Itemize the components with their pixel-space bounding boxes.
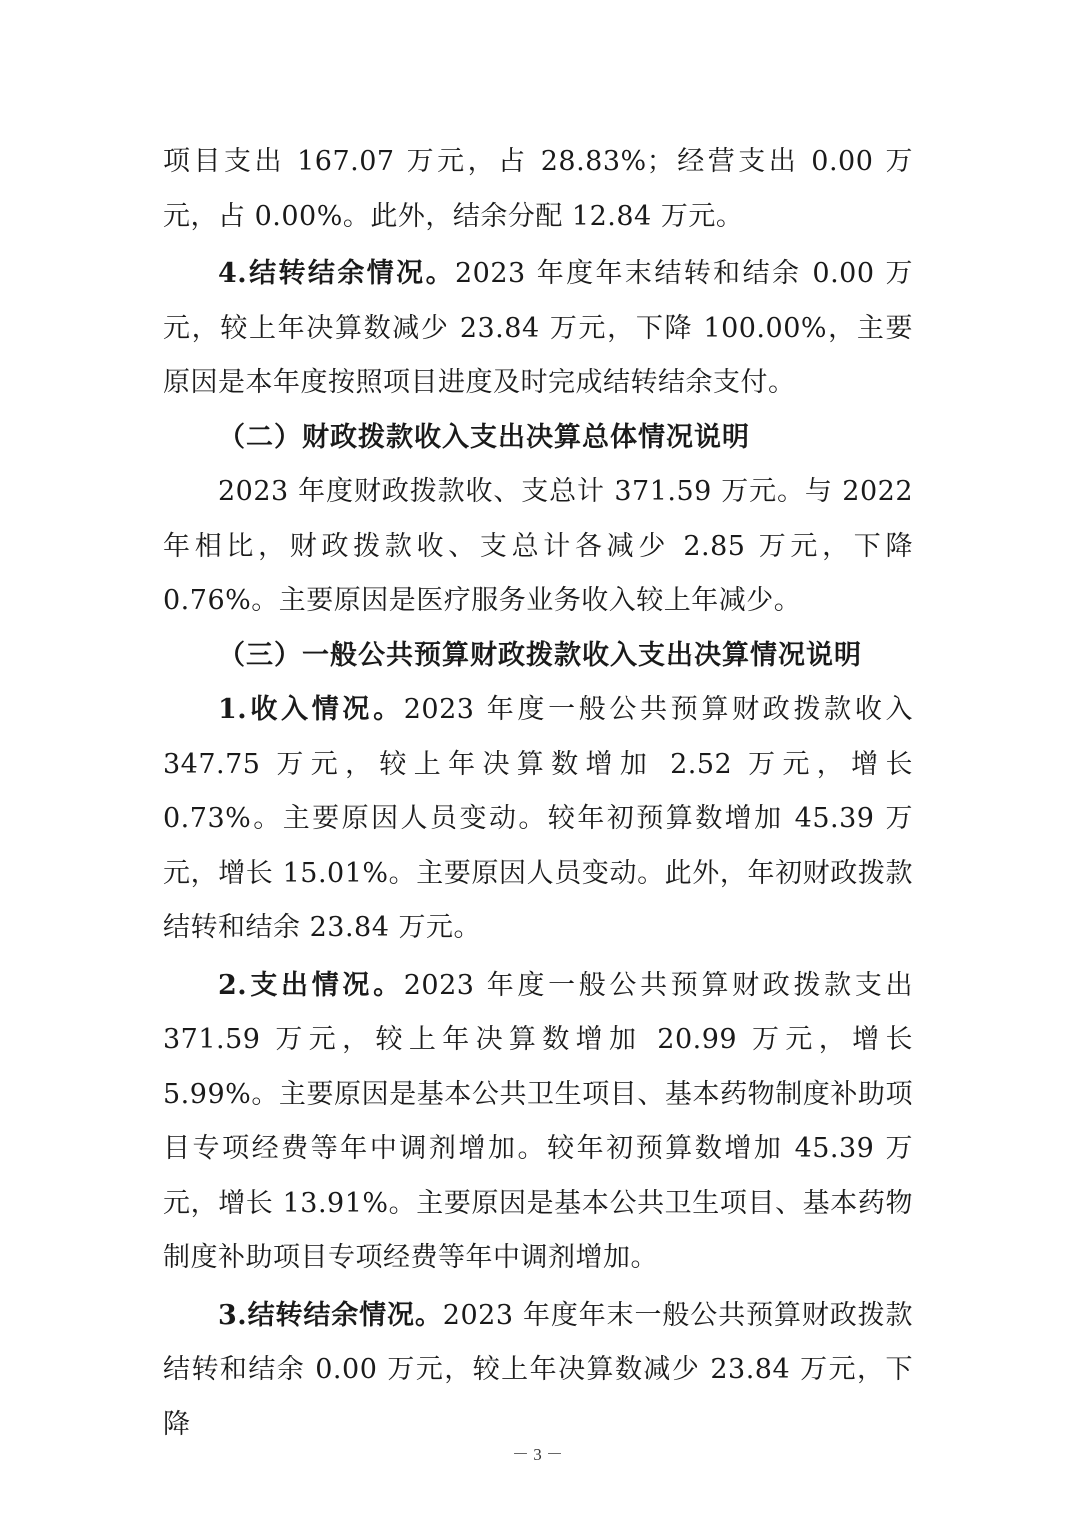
paragraph-lead: 1.收入情况。	[218, 694, 404, 725]
paragraph-text: 2023 年度一般公共预算财政拨款收入 347.75 万元，较上年决算数增加 2.52 万元，增长 0.73%。主要原因人员变动。较年初预算数增加 45.39 万元，增长 15.01%。主要原因人员变动。此外，年初财政拨款结转和结余 23.84 万元。	[163, 694, 914, 943]
paragraph-text: 2023 年度年末结转和结余 0.00 万元，较上年决算数减少 23.84 万元，下降 100.00%，主要原因是本年度按照项目进度及时完成结转结余支付。	[163, 258, 914, 398]
paragraph-project-expenditure: 项目支出 167.07 万元，占 28.83%；经营支出 0.00 万元，占 0.00%。此外，结余分配 12.84 万元。	[163, 146, 913, 232]
paragraph-lead: 3.结转结余情况。	[218, 1299, 443, 1331]
paragraph-text: 2023 年度一般公共预算财政拨款支出 371.59 万元，较上年决算数增加 20.99 万元，增长 5.99%。主要原因是基本公共卫生项目、基本药物制度补助项目专项经费等年中调剂增加。较年初预算数增加 45.39 万元，增长 13.91%。主要原因是基本公共卫生项目、基本药物制度补助项目专项经费等年中调剂增加。	[163, 969, 914, 1273]
paragraph-income	[163, 683, 913, 956]
page-number: － 3 －	[512, 1445, 563, 1464]
paragraph-expenditure	[163, 959, 913, 1286]
paragraph-lead: 2.支出情况。	[218, 969, 404, 1001]
paragraph-lead: 4.结转结余情况。	[218, 258, 455, 289]
document-body	[163, 135, 913, 1452]
paragraph-text: 2023 年度年末一般公共预算财政拨款结转和结余 0.00 万元，较上年决算数减少 23.84 万元，下降	[163, 1299, 914, 1440]
paragraph-fiscal-overview: 2023 年度财政拨款收、支总计 371.59 万元。与 2022 年相比，财政拨款收、支总计各减少 2.85 万元，下降 0.76%。主要原因是医疗服务业务收入较上年减少。	[163, 476, 914, 616]
paragraph-carryover	[163, 247, 913, 411]
paragraph-general-carryover	[163, 1289, 913, 1453]
section-heading-2: （二）财政拨款收入支出决算总体情况说明	[218, 421, 750, 453]
section-heading-3: （三）一般公共预算财政拨款收入支出决算情况说明	[218, 639, 862, 671]
